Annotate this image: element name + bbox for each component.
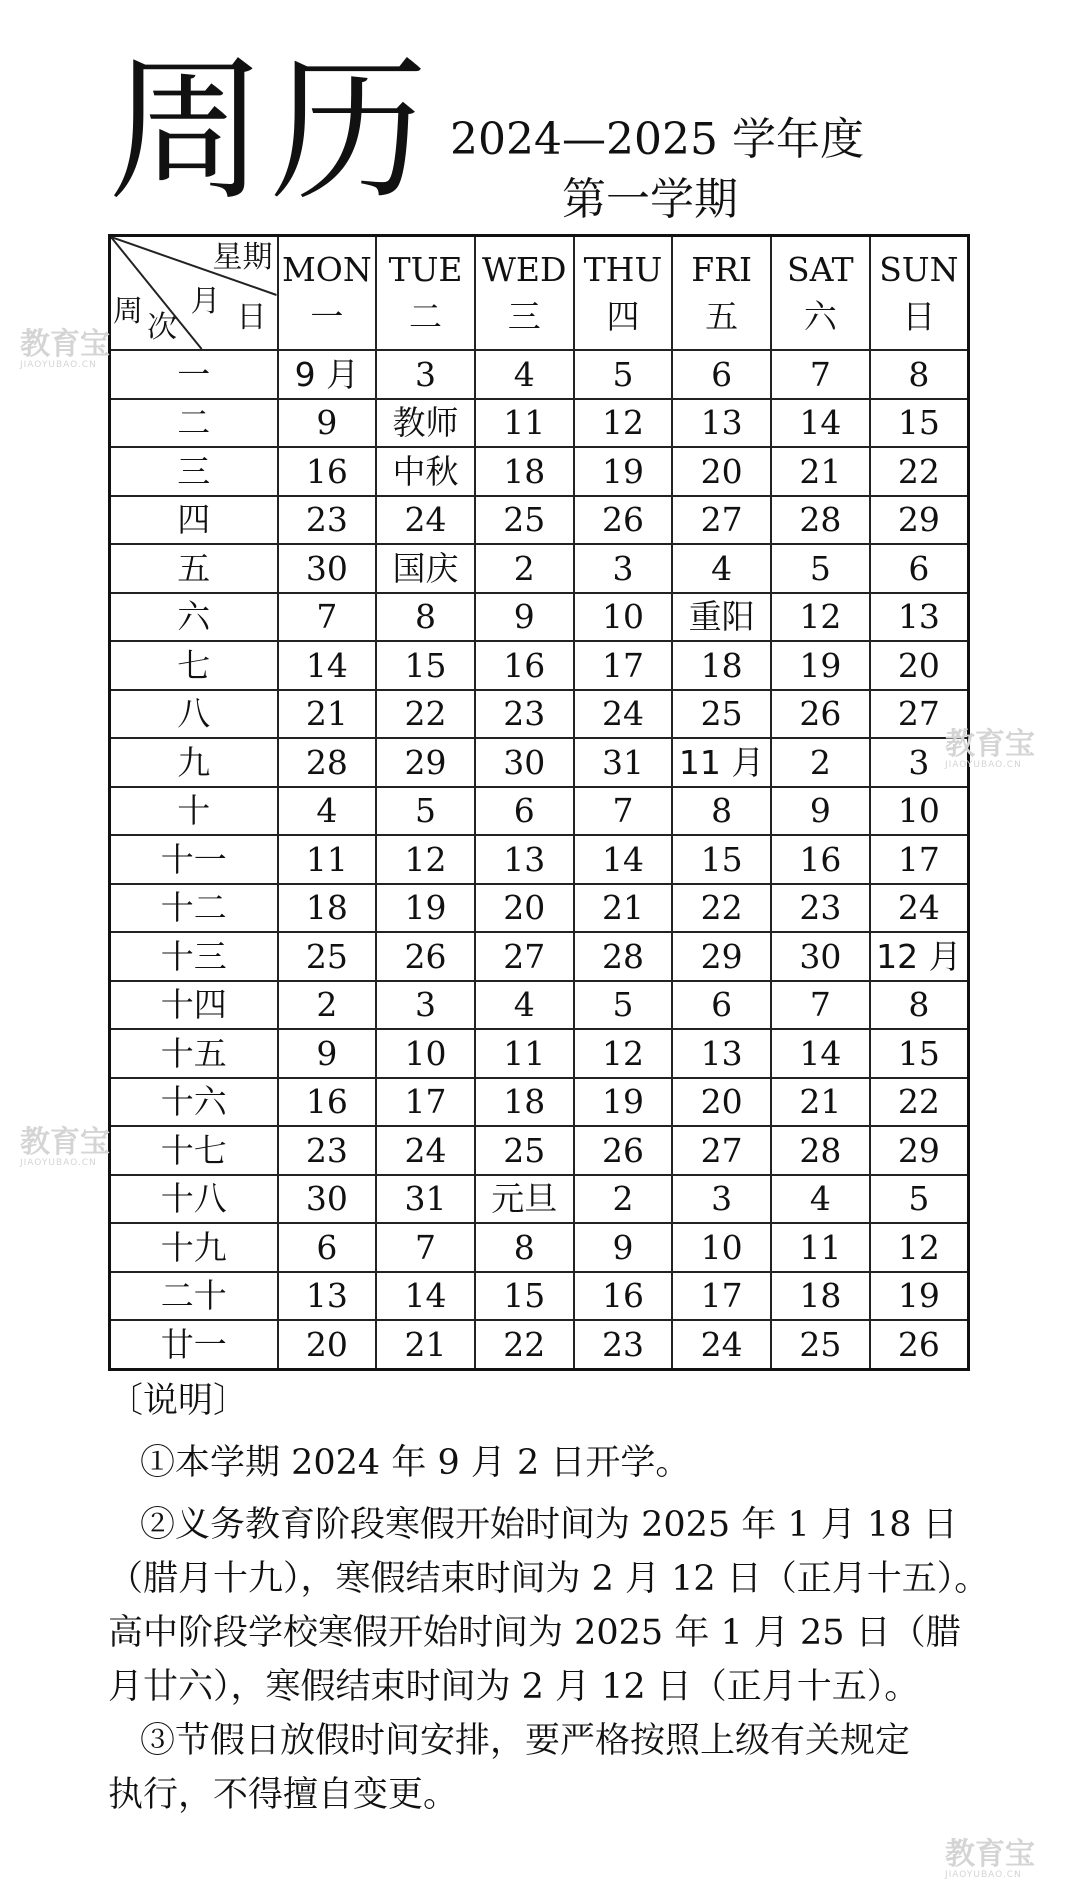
- day-cell: 22: [376, 690, 475, 739]
- day-cell: 25: [475, 496, 574, 545]
- day-cell-highlight: 元旦: [475, 1175, 574, 1224]
- day-cell: 20: [672, 447, 771, 496]
- day-cell: 13: [672, 1029, 771, 1078]
- day-cell: 7: [278, 593, 377, 642]
- day-cell: 10: [672, 1223, 771, 1272]
- day-cell: 9: [574, 1223, 673, 1272]
- day-cell: 6: [278, 1223, 377, 1272]
- corner-label-ci: 次: [147, 310, 177, 345]
- day-cell: 18: [475, 1078, 574, 1127]
- note-line: 执行，不得擅自变更。: [108, 1775, 459, 1815]
- day-cell: 5: [376, 787, 475, 836]
- watermark-logo: [20, 327, 110, 370]
- day-cell: 19: [574, 1078, 673, 1127]
- week-row: [110, 593, 969, 642]
- day-cell: 29: [870, 496, 969, 545]
- day-cell: 7: [771, 981, 870, 1030]
- day-cell: 8: [376, 593, 475, 642]
- page-title: 周历: [108, 39, 432, 223]
- week-row: [110, 932, 969, 981]
- day-cell: 16: [574, 1272, 673, 1321]
- week-row: [110, 544, 969, 593]
- day-cell: 16: [475, 641, 574, 690]
- week-row: [110, 399, 969, 448]
- day-cell: 17: [376, 1078, 475, 1127]
- column-header-wed: [475, 236, 574, 351]
- day-cell: 22: [475, 1320, 574, 1369]
- week-row: [110, 1078, 969, 1127]
- day-cell: 24: [376, 1126, 475, 1175]
- day-cell: 12: [574, 1029, 673, 1078]
- day-cell: 2: [278, 981, 377, 1030]
- day-cell: 3: [870, 738, 969, 787]
- day-cell: 24: [574, 690, 673, 739]
- week-row: [110, 835, 969, 884]
- watermark-url: JIAOYUBAO.CN: [945, 1870, 1022, 1880]
- day-cell: 30: [475, 738, 574, 787]
- day-cell: 14: [278, 641, 377, 690]
- watermark-logo: [945, 727, 1035, 770]
- week-row: [110, 350, 969, 399]
- day-cell-highlight: 中秋: [376, 447, 475, 496]
- day-cell: 23: [278, 1126, 377, 1175]
- day-cell: 19: [870, 1272, 969, 1321]
- column-header-en: WED: [482, 250, 567, 289]
- day-cell: 6: [870, 544, 969, 593]
- day-cell: 28: [574, 932, 673, 981]
- week-number-cell: 一: [110, 350, 278, 399]
- week-number-cell: 廿一: [110, 1320, 278, 1369]
- note-line: （腊月十九），寒假结束时间为 2 月 12 日（正月十五）。: [108, 1559, 990, 1599]
- day-cell: 18: [278, 884, 377, 933]
- watermark-url: JIAOYUBAO.CN: [20, 360, 97, 370]
- day-cell: 13: [672, 399, 771, 448]
- day-cell: 21: [278, 690, 377, 739]
- header-row: [110, 236, 969, 351]
- term-label: 第一学期: [562, 174, 738, 225]
- day-cell: 12: [771, 593, 870, 642]
- column-header-mon: [278, 236, 377, 351]
- day-cell: 23: [771, 884, 870, 933]
- day-cell: 27: [870, 690, 969, 739]
- day-cell: 9: [278, 1029, 377, 1078]
- day-cell: 22: [870, 1078, 969, 1127]
- day-cell-highlight: 教师: [376, 399, 475, 448]
- column-header-en: FRI: [691, 250, 753, 289]
- day-cell: 16: [278, 1078, 377, 1127]
- day-cell: 25: [475, 1126, 574, 1175]
- corner-label-yue: 月: [190, 284, 221, 319]
- corner-header-cell: [110, 236, 278, 351]
- week-number-cell: 五: [110, 544, 278, 593]
- column-header-cn: 五: [705, 297, 739, 336]
- day-cell: 12: [376, 835, 475, 884]
- week-number-cell: 十七: [110, 1126, 278, 1175]
- day-cell: 24: [672, 1320, 771, 1369]
- column-header-en: TUE: [388, 250, 463, 289]
- day-cell: 3: [672, 1175, 771, 1224]
- note-line: ②义务教育阶段寒假开始时间为 2025 年 1 月 18 日: [140, 1505, 958, 1545]
- day-cell: 18: [672, 641, 771, 690]
- weekly-calendar-table: [108, 234, 970, 1371]
- day-cell: 12: [574, 399, 673, 448]
- week-number-cell: 十二: [110, 884, 278, 933]
- day-cell: 14: [376, 1272, 475, 1321]
- corner-label-zhou: 周: [113, 294, 143, 329]
- week-row: [110, 1175, 969, 1224]
- day-cell-highlight: 11 月: [672, 738, 771, 787]
- day-cell: 6: [475, 787, 574, 836]
- day-cell: 6: [672, 981, 771, 1030]
- week-row: [110, 787, 969, 836]
- column-header-cn: 六: [803, 297, 837, 336]
- week-row: [110, 1029, 969, 1078]
- day-cell: 23: [574, 1320, 673, 1369]
- week-number-cell: 十六: [110, 1078, 278, 1127]
- day-cell: 5: [870, 1175, 969, 1224]
- day-cell: 2: [771, 738, 870, 787]
- day-cell: 3: [376, 981, 475, 1030]
- column-header-sun: [870, 236, 969, 351]
- day-cell: 13: [870, 593, 969, 642]
- column-header-fri: [672, 236, 771, 351]
- day-cell: 21: [771, 1078, 870, 1127]
- day-cell: 20: [475, 884, 574, 933]
- day-cell: 19: [376, 884, 475, 933]
- day-cell: 8: [870, 350, 969, 399]
- day-cell: 20: [278, 1320, 377, 1369]
- day-cell-highlight: 国庆: [376, 544, 475, 593]
- week-row: [110, 447, 969, 496]
- day-cell: 8: [870, 981, 969, 1030]
- day-cell-highlight: 9 月: [278, 350, 377, 399]
- day-cell: 26: [376, 932, 475, 981]
- watermark-text: 教育宝: [20, 327, 110, 362]
- week-number-cell: 二十: [110, 1272, 278, 1321]
- day-cell: 18: [475, 447, 574, 496]
- day-cell: 4: [278, 787, 377, 836]
- week-number-cell: 三: [110, 447, 278, 496]
- watermark-logo: [945, 1837, 1035, 1880]
- corner-label-xingqi: 星期: [212, 240, 273, 275]
- day-cell: 21: [771, 447, 870, 496]
- corner-label-ri: 日: [236, 300, 267, 335]
- watermark-url: JIAOYUBAO.CN: [20, 1158, 97, 1168]
- week-number-cell: 九: [110, 738, 278, 787]
- day-cell: 15: [475, 1272, 574, 1321]
- day-cell: 23: [475, 690, 574, 739]
- watermark-logo: [20, 1125, 110, 1168]
- column-header-thu: [574, 236, 673, 351]
- day-cell: 10: [870, 787, 969, 836]
- day-cell: 4: [475, 350, 574, 399]
- week-number-cell: 六: [110, 593, 278, 642]
- week-number-cell: 十三: [110, 932, 278, 981]
- day-cell: 14: [771, 1029, 870, 1078]
- day-cell: 7: [574, 787, 673, 836]
- day-cell: 17: [672, 1272, 771, 1321]
- column-header-cn: 日: [902, 297, 936, 336]
- week-row: [110, 641, 969, 690]
- day-cell: 25: [278, 932, 377, 981]
- column-header-tue: [376, 236, 475, 351]
- day-cell: 19: [574, 447, 673, 496]
- week-number-cell: 二: [110, 399, 278, 448]
- day-cell: 4: [771, 1175, 870, 1224]
- day-cell: 19: [771, 641, 870, 690]
- day-cell: 29: [870, 1126, 969, 1175]
- day-cell: 17: [870, 835, 969, 884]
- day-cell: 9: [278, 399, 377, 448]
- day-cell: 23: [278, 496, 377, 545]
- day-cell: 22: [672, 884, 771, 933]
- week-row: [110, 690, 969, 739]
- day-cell: 29: [376, 738, 475, 787]
- day-cell: 30: [278, 1175, 377, 1224]
- watermark-text: 教育宝: [20, 1125, 110, 1160]
- day-cell: 2: [574, 1175, 673, 1224]
- day-cell: 13: [278, 1272, 377, 1321]
- column-header-sat: [771, 236, 870, 351]
- week-row: [110, 884, 969, 933]
- day-cell: 11: [278, 835, 377, 884]
- day-cell: 26: [574, 1126, 673, 1175]
- week-number-cell: 十五: [110, 1029, 278, 1078]
- day-cell: 27: [672, 1126, 771, 1175]
- day-cell: 2: [475, 544, 574, 593]
- day-cell: 10: [574, 593, 673, 642]
- day-cell: 8: [672, 787, 771, 836]
- day-cell: 7: [376, 1223, 475, 1272]
- week-row: [110, 981, 969, 1030]
- watermark-url: JIAOYUBAO.CN: [945, 760, 1022, 770]
- day-cell: 16: [771, 835, 870, 884]
- day-cell: 21: [376, 1320, 475, 1369]
- day-cell: 11: [475, 399, 574, 448]
- week-number-cell: 十四: [110, 981, 278, 1030]
- day-cell: 16: [278, 447, 377, 496]
- day-cell: 7: [771, 350, 870, 399]
- watermark-text: 教育宝: [945, 727, 1035, 762]
- day-cell: 5: [574, 350, 673, 399]
- week-number-cell: 四: [110, 496, 278, 545]
- calendar-body: [110, 350, 969, 1369]
- day-cell: 3: [376, 350, 475, 399]
- day-cell: 25: [672, 690, 771, 739]
- day-cell: 24: [870, 884, 969, 933]
- column-header-cn: 二: [409, 297, 443, 336]
- day-cell: 20: [672, 1078, 771, 1127]
- day-cell: 15: [870, 399, 969, 448]
- day-cell: 17: [574, 641, 673, 690]
- watermark-text: 教育宝: [945, 1837, 1035, 1872]
- day-cell: 15: [870, 1029, 969, 1078]
- day-cell: 30: [771, 932, 870, 981]
- day-cell: 15: [376, 641, 475, 690]
- week-number-cell: 八: [110, 690, 278, 739]
- day-cell: 22: [870, 447, 969, 496]
- day-cell: 31: [376, 1175, 475, 1224]
- column-header-en: MON: [281, 250, 372, 289]
- week-row: [110, 1320, 969, 1369]
- week-row: [110, 738, 969, 787]
- note-line: 高中阶段学校寒假开始时间为 2025 年 1 月 25 日（腊: [108, 1613, 961, 1653]
- day-cell: 20: [870, 641, 969, 690]
- column-header-en: SUN: [879, 250, 959, 289]
- day-cell: 18: [771, 1272, 870, 1321]
- week-row: [110, 1126, 969, 1175]
- academic-year: 2024—2025 学年度: [450, 114, 864, 165]
- week-number-cell: 十九: [110, 1223, 278, 1272]
- day-cell-highlight: 重阳: [672, 593, 771, 642]
- column-header-cn: 四: [606, 297, 640, 336]
- day-cell: 5: [771, 544, 870, 593]
- day-cell: 5: [574, 981, 673, 1030]
- day-cell: 14: [574, 835, 673, 884]
- week-number-cell: 十八: [110, 1175, 278, 1224]
- column-header-cn: 三: [507, 297, 541, 336]
- day-cell: 13: [475, 835, 574, 884]
- day-cell: 28: [278, 738, 377, 787]
- day-cell: 28: [771, 496, 870, 545]
- day-cell: 15: [672, 835, 771, 884]
- day-cell-highlight: 12 月: [870, 932, 969, 981]
- note-line: ③节假日放假时间安排，要严格按照上级有关规定: [140, 1721, 911, 1761]
- day-cell: 29: [672, 932, 771, 981]
- day-cell: 9: [771, 787, 870, 836]
- day-cell: 27: [475, 932, 574, 981]
- note-line: 月廿六），寒假结束时间为 2 月 12 日（正月十五）。: [108, 1667, 920, 1707]
- day-cell: 4: [475, 981, 574, 1030]
- day-cell: 25: [771, 1320, 870, 1369]
- day-cell: 28: [771, 1126, 870, 1175]
- week-row: [110, 1223, 969, 1272]
- week-number-cell: 十: [110, 787, 278, 836]
- notes-heading: 〔说明〕: [108, 1381, 249, 1421]
- week-number-cell: 十一: [110, 835, 278, 884]
- column-header-en: THU: [583, 250, 663, 289]
- day-cell: 8: [475, 1223, 574, 1272]
- day-cell: 21: [574, 884, 673, 933]
- day-cell: 26: [574, 496, 673, 545]
- day-cell: 26: [771, 690, 870, 739]
- note-line: ①本学期 2024 年 9 月 2 日开学。: [140, 1443, 691, 1483]
- column-header-cn: 一: [310, 297, 344, 336]
- day-cell: 31: [574, 738, 673, 787]
- day-cell: 11: [475, 1029, 574, 1078]
- day-cell: 10: [376, 1029, 475, 1078]
- week-row: [110, 496, 969, 545]
- day-cell: 30: [278, 544, 377, 593]
- day-cell: 4: [672, 544, 771, 593]
- week-number-cell: 七: [110, 641, 278, 690]
- day-cell: 24: [376, 496, 475, 545]
- day-cell: 27: [672, 496, 771, 545]
- day-cell: 6: [672, 350, 771, 399]
- column-header-en: SAT: [787, 250, 854, 289]
- day-cell: 3: [574, 544, 673, 593]
- day-cell: 9: [475, 593, 574, 642]
- day-cell: 11: [771, 1223, 870, 1272]
- day-cell: 12: [870, 1223, 969, 1272]
- week-row: [110, 1272, 969, 1321]
- day-cell: 26: [870, 1320, 969, 1369]
- day-cell: 14: [771, 399, 870, 448]
